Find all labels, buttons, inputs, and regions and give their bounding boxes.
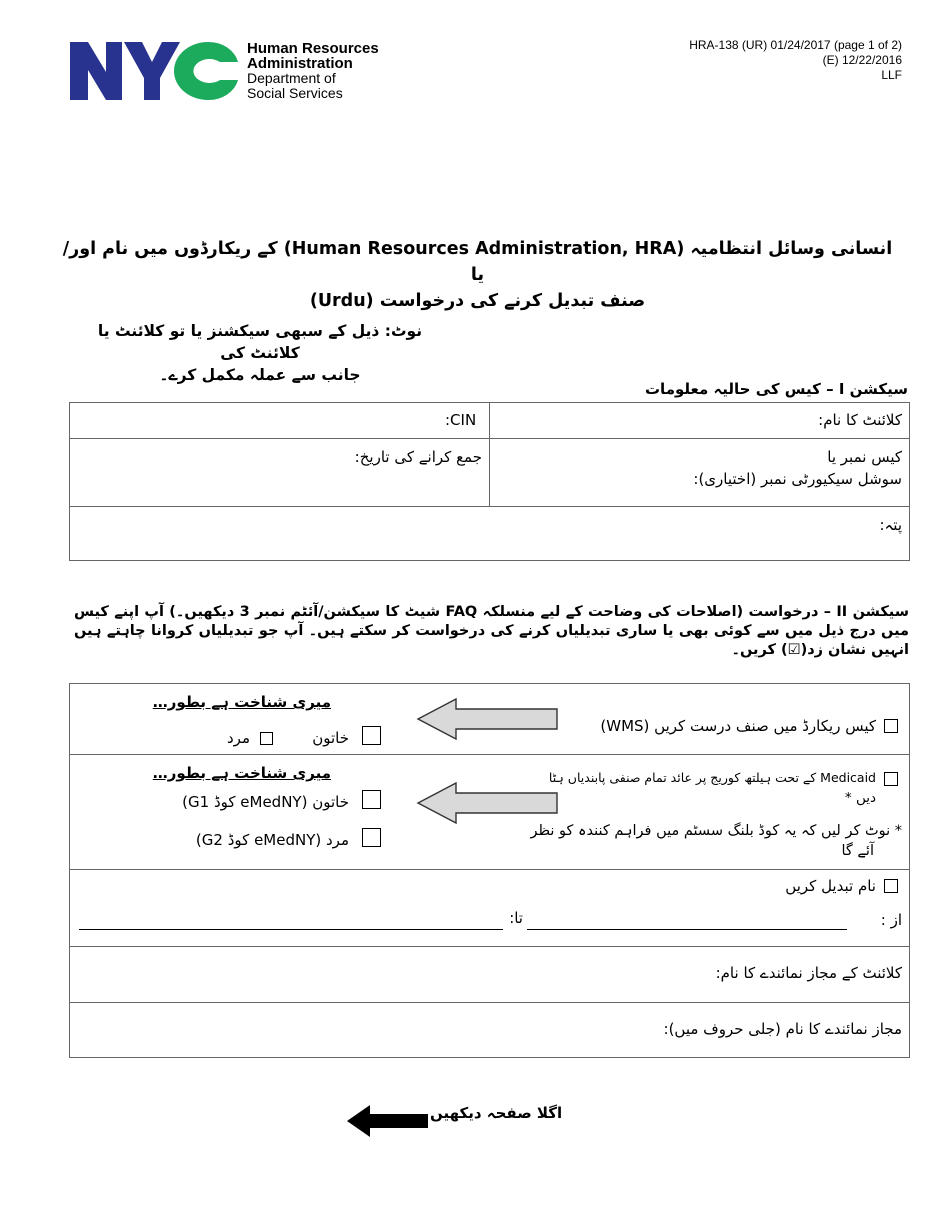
table-divider — [489, 402, 490, 506]
note-line-1: نوٹ: ذیل کے سبھی سیکشنز یا تو کلائنٹ یا کلائنٹ کی — [97, 322, 423, 362]
gender-correction-label: کیس ریکارڈ میں صنف درست کریں (WMS) — [600, 717, 876, 735]
cin-field[interactable]: :CIN — [445, 411, 477, 429]
male-label: مرد — [227, 729, 250, 747]
form-code-line-2: (E) 12/22/2016 — [822, 53, 902, 67]
footnote-line-2: آئے گا — [841, 843, 874, 859]
case-number-line-2: سوشل سیکیورٹی نمبر (اختیاری): — [693, 470, 902, 488]
table-divider — [69, 1002, 910, 1003]
representative-name-field[interactable]: کلائنٹ کے مجاز نمائندے کا نام: — [715, 964, 902, 982]
agency-line-2: Administration — [247, 55, 353, 72]
section-2-intro: سیکشن II – درخواست (اصلاحات کی وضاحت کے لیے منسلکہ FAQ شیٹ کا سیکشن/آئٹم نمبر 3 دیکھیں۔) آپ اپنے کیس میں درج ذیل میں سے کوئی بھی یا ساری تبدیلیاں کرنے کی درخواست کر سکتے ہیں۔ آپ جو تبدیلیاں کروانا چاہتے ہیں انہیں نشان زد(☑) کریں۔ — [74, 604, 909, 658]
medicaid-line-1: Medicaid کے تحت ہیلتھ کوریج پر عائد تمام صنفی پابندیاں ہٹا — [548, 770, 876, 785]
page-title-line-1: انسانی وسائل انتظامیہ (Human Resources Administration, HRA) کے ریکارڈوں میں نام اور/یا — [62, 239, 893, 285]
identity-heading: میری شناخت ہے بطور… — [152, 693, 331, 711]
page-title-line-2: صنف تبدیل کرنے کی درخواست (Urdu) — [309, 291, 646, 311]
client-name-field[interactable]: کلائنٹ کا نام: — [818, 411, 902, 429]
table-divider — [69, 869, 910, 870]
footnote — [502, 821, 902, 861]
case-number-line-1: کیس نمبر یا — [827, 448, 902, 466]
table-divider — [69, 754, 910, 755]
identity-heading: میری شناخت ہے بطور… — [152, 764, 331, 782]
page-title — [60, 236, 895, 314]
male-g2-label: مرد (eMedNY کوڈ G2) — [195, 831, 349, 849]
arrow-left-icon — [346, 1104, 428, 1138]
name-change-label: نام تبدیل کریں — [785, 877, 876, 895]
submission-date-field[interactable]: جمع کرانے کی تاریخ: — [354, 448, 482, 466]
agency-name — [247, 41, 437, 101]
female-g1-checkbox[interactable] — [362, 790, 381, 809]
arrow-left-icon — [416, 782, 560, 824]
form-code-line-1: HRA-138 (UR) 01/24/2017 (page 1 of 2) — [689, 38, 902, 52]
footnote-line-1: * نوٹ کر لیں کہ یہ کوڈ بلنگ سسٹم میں فراہم کنندہ کو نظر — [530, 823, 902, 839]
gender-correction-checkbox[interactable] — [884, 719, 898, 733]
address-field[interactable]: پتہ: — [879, 516, 902, 534]
note — [80, 320, 440, 386]
medicaid-label — [516, 768, 876, 808]
form-code — [689, 38, 902, 83]
arrow-left-icon — [416, 698, 560, 740]
logo-text: NYC — [70, 40, 73, 41]
nyc-logo — [70, 40, 240, 102]
female-label: خاتون — [312, 729, 349, 747]
agency-line-4: Social Services — [247, 85, 343, 101]
to-label: تا: — [509, 909, 523, 927]
from-name-input[interactable] — [527, 929, 847, 930]
agency-line-1: Human Resources — [247, 40, 379, 57]
female-g1-label: خاتون (eMedNY کوڈ G1) — [182, 793, 349, 811]
to-name-input[interactable] — [79, 929, 503, 930]
male-g2-checkbox[interactable] — [362, 828, 381, 847]
form-code-line-3: LLF — [881, 68, 902, 82]
note-line-2: جانب سے عملہ مکمل کرے۔ — [159, 366, 361, 384]
from-label: از : — [880, 911, 902, 929]
male-checkbox[interactable] — [260, 732, 273, 745]
medicaid-line-2: دیں * — [844, 790, 876, 806]
table-divider — [69, 506, 910, 507]
table-divider — [69, 946, 910, 947]
representative-print-name-field[interactable]: مجاز نمائندے کا نام (جلی حروف میں): — [663, 1020, 902, 1038]
case-number-field[interactable] — [693, 446, 902, 490]
name-change-checkbox[interactable] — [884, 879, 898, 893]
female-checkbox[interactable] — [362, 726, 381, 745]
section-1-heading: سیکشن I – کیس کی حالیہ معلومات — [644, 380, 908, 398]
agency-line-3: Department of — [247, 70, 336, 86]
next-page-link[interactable]: اگلا صفحہ دیکھیں — [430, 1104, 563, 1122]
medicaid-checkbox[interactable] — [884, 772, 898, 786]
